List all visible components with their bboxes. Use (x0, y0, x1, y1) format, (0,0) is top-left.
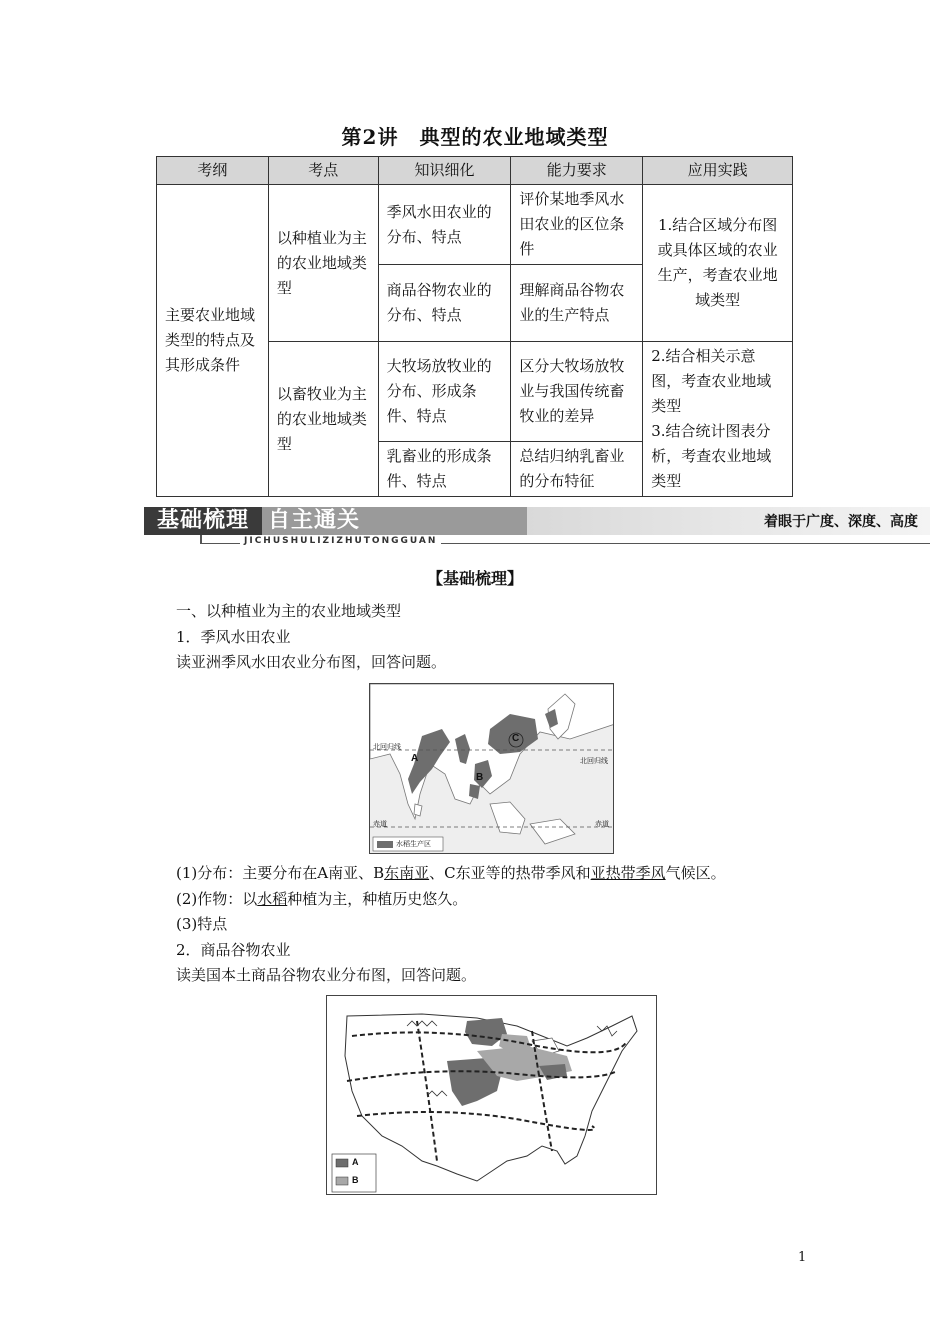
answer-subtropical-monsoon: 亚热带季风 (590, 864, 666, 882)
exam-outline-table (156, 156, 793, 497)
cell-practice-1: 1.结合区域分布图或具体区域的农业生产，考查农业地域类型 (643, 185, 793, 342)
practice-2: 2.结合相关示意图，考查农业地域类型 (651, 347, 772, 415)
header-kaogang: 考纲 (157, 157, 269, 185)
map1-equator-right: 赤道 (595, 820, 609, 828)
point-3: (3)特点 (176, 915, 228, 933)
section-banner (140, 505, 930, 545)
subheading-2: 2．商品谷物农业 (176, 941, 291, 959)
table-header-row (157, 157, 793, 185)
header-detail: 知识细化 (378, 157, 511, 185)
section-title: 【基础梳理】 (426, 569, 523, 588)
cell-ability: 理解商品谷物农业的生产特点 (511, 265, 643, 342)
point-1-a: (1)分布：主要分布在A南亚、B (176, 864, 385, 882)
page-title: 第2讲 典型的农业地域类型 (341, 125, 609, 149)
practice-3: 3.结合统计图表分析，考查农业地域类型 (651, 422, 772, 490)
map1-tropic-right: 北回归线 (580, 757, 608, 765)
cell-ability: 评价某地季风水田农业的区位条件 (511, 185, 643, 265)
point-1 (176, 862, 726, 884)
point-2 (176, 888, 467, 910)
header-ability: 能力要求 (511, 157, 643, 185)
map1-label-a: A (411, 753, 419, 764)
instruction-2: 读美国本土商品谷物农业分布图，回答问题。 (176, 966, 477, 984)
cell-detail: 乳畜业的形成条件、特点 (378, 442, 511, 497)
answer-southeast-asia: 东南亚 (384, 864, 430, 882)
point-1-e: 气候区。 (665, 864, 726, 882)
cell-ability: 总结归纳乳畜业的分布特征 (511, 442, 643, 497)
banner-pinyin: JICHUSHULIZIZHUTONGGUAN (240, 536, 441, 546)
cell-ability: 区分大牧场放牧业与我国传统畜牧业的差异 (511, 342, 643, 442)
answer-rice: 水稻 (257, 890, 288, 908)
cell-detail: 大牧场放牧业的分布、形成条件、特点 (378, 342, 511, 442)
map1-equator-left: 赤道 (373, 820, 387, 828)
cell-kaodian-1: 以种植业为主的农业地域类型 (268, 185, 378, 342)
map1-tropic-left: 北回归线 (373, 743, 401, 751)
heading-1: 一、以种植业为主的农业地域类型 (176, 602, 402, 620)
cell-practice-2-3 (643, 342, 793, 497)
map1-label-c: C (512, 733, 520, 744)
instruction-1: 读亚洲季风水田农业分布图，回答问题。 (176, 653, 447, 671)
cell-detail: 季风水田农业的分布、特点 (378, 185, 511, 265)
cell-kaodian-2: 以畜牧业为主的农业地域类型 (268, 342, 378, 497)
header-practice: 应用实践 (643, 157, 793, 185)
map1-legend: 水稻生产区 (396, 840, 431, 848)
banner-dark-label: 基础梳理 (144, 507, 262, 535)
point-2-c: 种植为主，种植历史悠久。 (287, 890, 468, 908)
cell-kaogang: 主要农业地域类型的特点及其形成条件 (157, 185, 269, 497)
banner-slogan: 着眼于广度、深度、高度 (764, 514, 918, 530)
us-grain-map (326, 995, 657, 1195)
subheading-1: 1．季风水田农业 (176, 628, 291, 646)
cell-detail: 商品谷物农业的分布、特点 (378, 265, 511, 342)
point-1-c: 、C东亚等的热带季风和 (429, 864, 591, 882)
asia-rice-map (369, 683, 614, 854)
header-kaodian: 考点 (268, 157, 378, 185)
map1-label-b: B (476, 772, 484, 783)
banner-gray-label: 自主通关 (262, 507, 527, 535)
map2-legend-a: A (352, 1157, 359, 1167)
point-2-a: (2)作物：以 (176, 890, 258, 908)
page-number: 1 (798, 1250, 807, 1265)
table-row (157, 185, 793, 265)
map2-legend-b: B (352, 1175, 359, 1185)
